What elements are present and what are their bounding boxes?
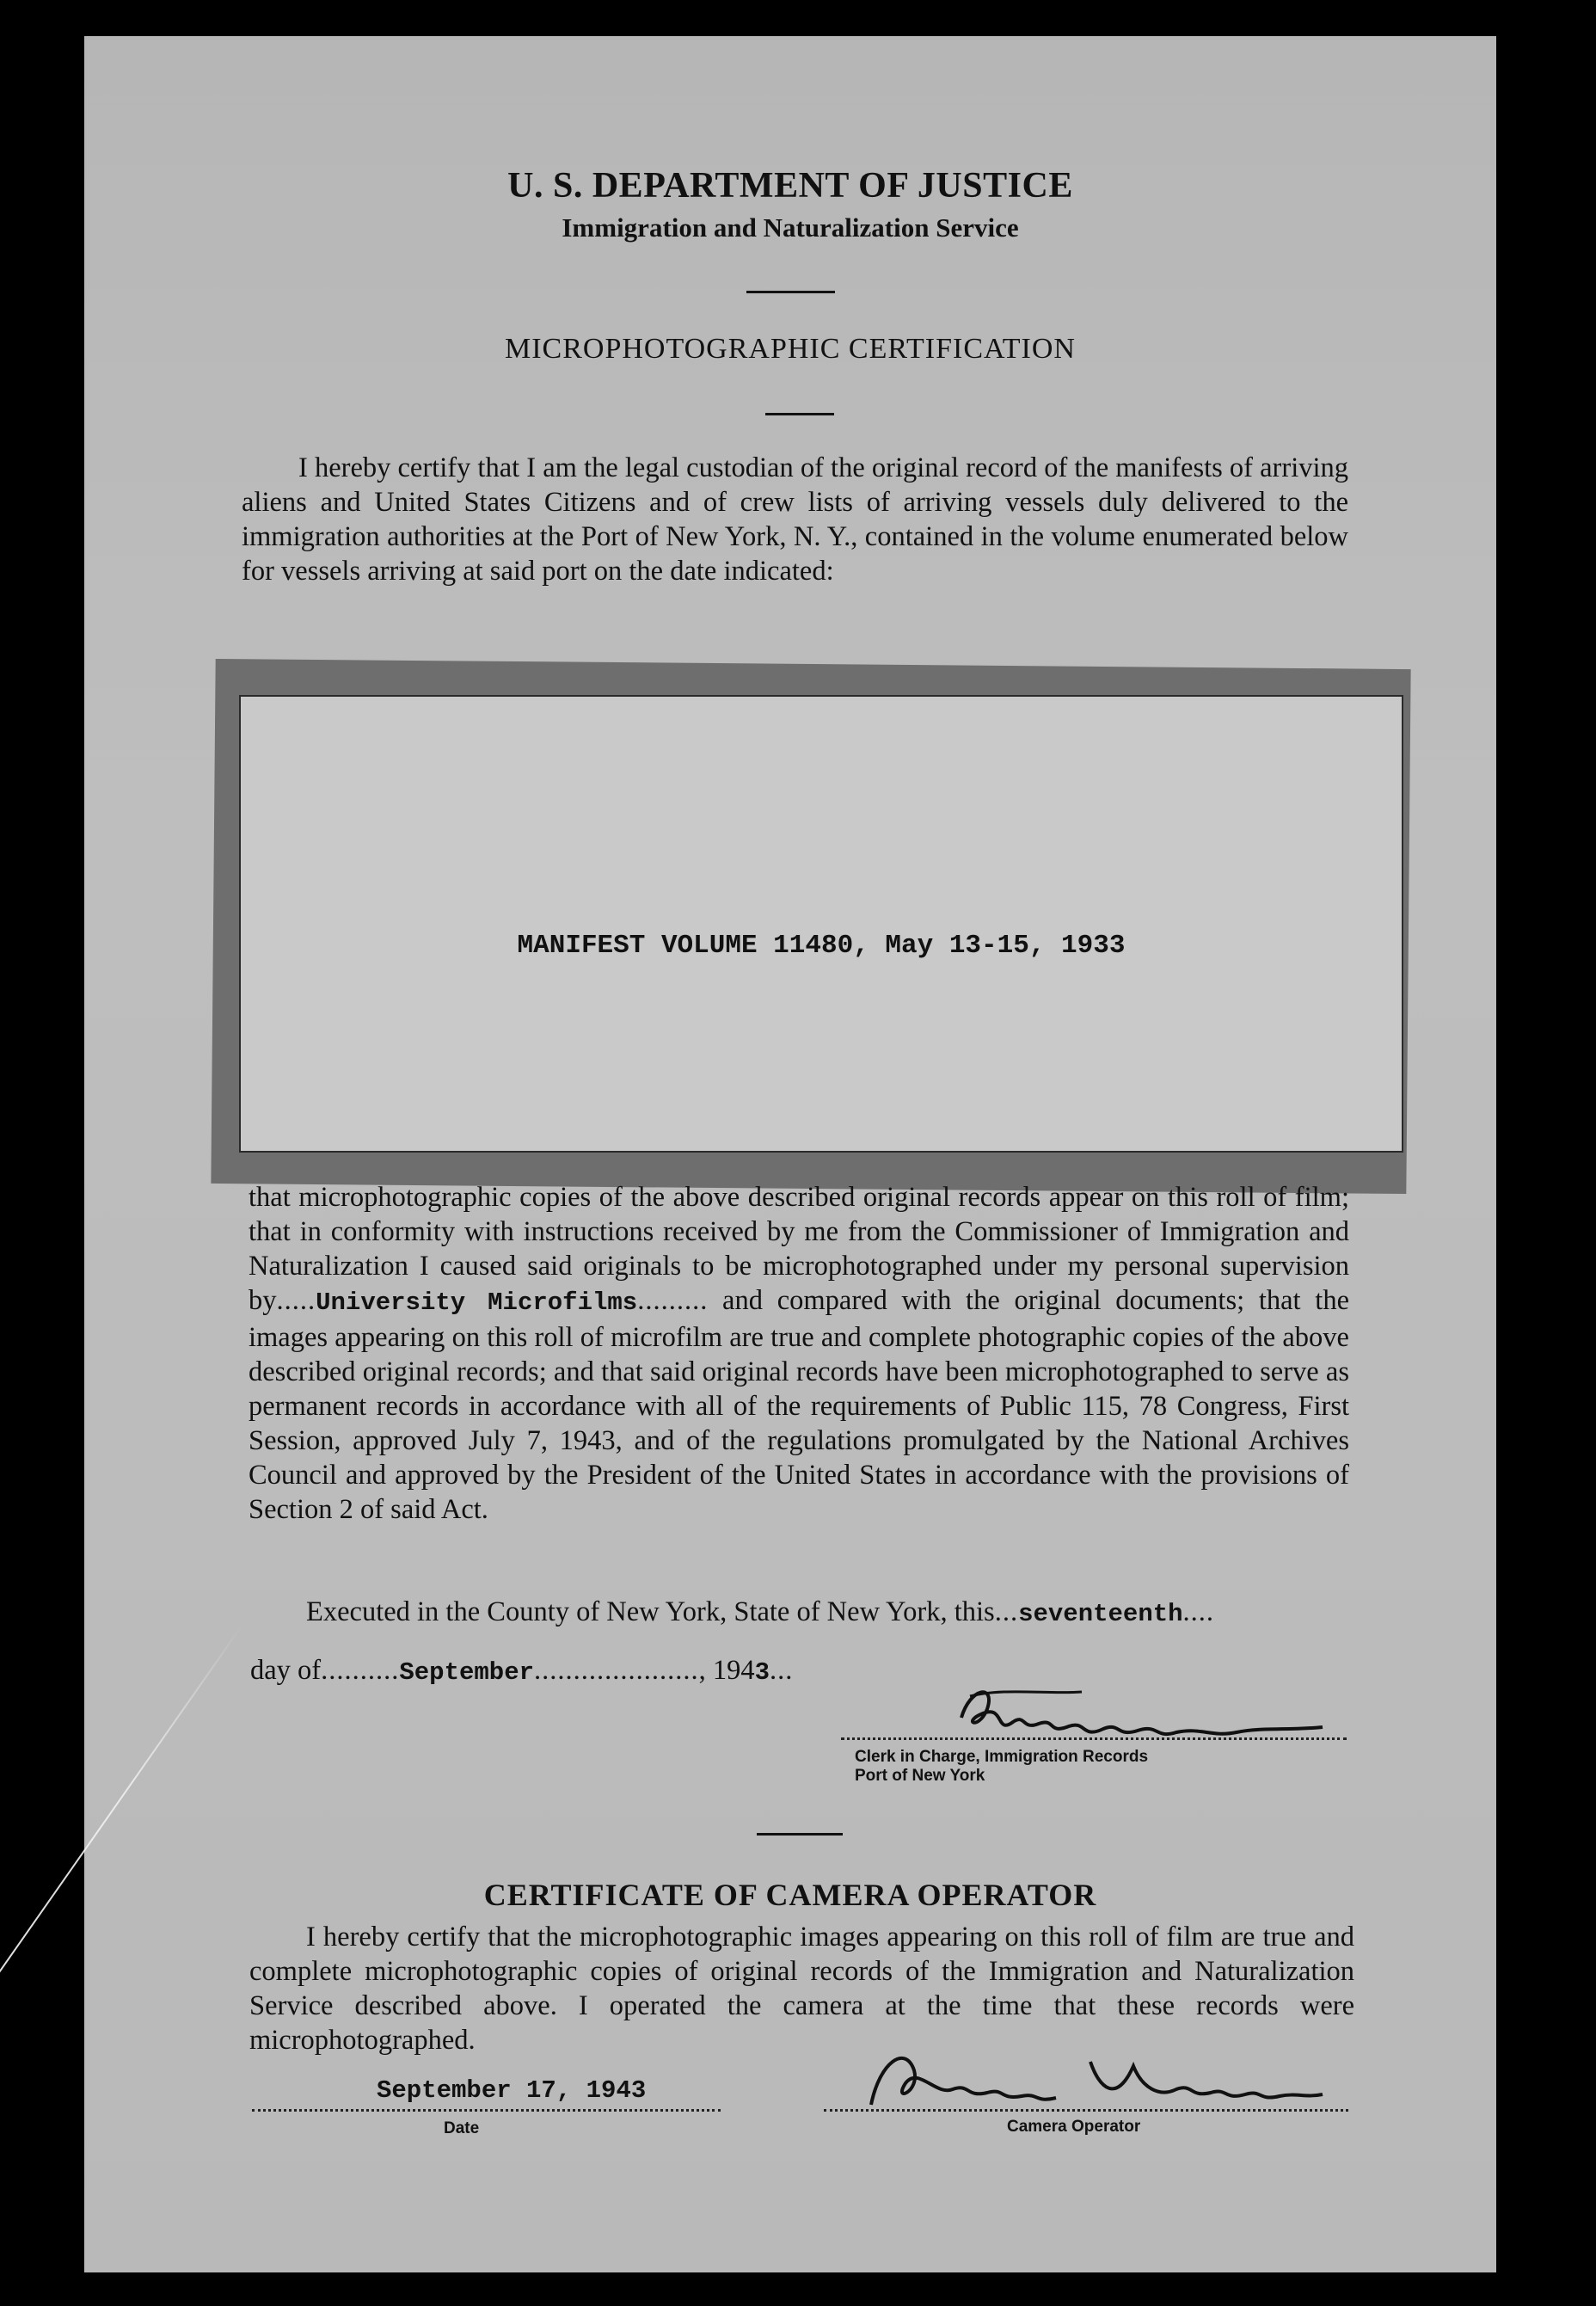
camera-certificate-text: I hereby certify that the microphotographic images appearing on this roll of film are true and complete microphotographic copies of original records of the Immigration and Naturalization Service described above. I operated the camera at the time that these records were microphotographed.	[249, 1922, 1354, 2056]
operator-caption: Camera Operator	[1007, 2118, 1141, 2136]
camera-certificate-title: CERTIFICATE OF CAMERA OPERATOR	[483, 1878, 1097, 1912]
manifest-card	[239, 695, 1403, 1153]
operator-signature-line	[824, 2109, 1348, 2112]
custodian-paragraph: I hereby certify that I am the legal custodian of the original record of the manifests of arriving aliens and United States Citizens and of crew lists of arriving vessels duly delivered to the immigration authorities at the Port of New York, N. Y., contained in the volume enumerated below for vessels arriving at said port on the date indicated:	[242, 452, 1349, 587]
department-heading: U. S. DEPARTMENT OF JUSTICE	[507, 166, 1073, 206]
leader-dots: ...	[770, 1655, 794, 1686]
date-caption: Date	[444, 2119, 480, 2137]
divider	[746, 291, 835, 293]
leader-dots: .....	[276, 1285, 316, 1316]
operator-date: September 17, 1943	[377, 2076, 647, 2105]
year-prefix: , 194	[698, 1655, 755, 1686]
paragraph-text: and compared with the original documents; that the images appearing on this roll of microfilm are true and complete photographic copies of the above described original records; and that said original records have been microphotographed to serve as permanent records in accordance with all of the requirements of Public 115, 78 Congress, First Session, approved July 7, 1943, and of the regulations promulgated by the National Archives Council and approved by the President of the United States in accordance with the provisions of Section 2 of said Act.	[249, 1285, 1350, 1525]
clerk-title-line2: Port of New York	[855, 1767, 985, 1785]
supervisor-name: University Microfilms	[316, 1288, 638, 1317]
executed-text: Executed in the County of New York, State of New York, this	[306, 1596, 995, 1627]
day-of-label: day of	[250, 1655, 322, 1686]
day-ordinal: seventeenth	[1018, 1600, 1183, 1628]
divider	[757, 1833, 843, 1836]
leader-dots: ....	[1182, 1596, 1215, 1627]
service-subheading: Immigration and Naturalization Service	[562, 212, 1019, 243]
microphotograph-paragraph	[249, 1180, 1349, 1527]
leader-dots: ..........	[321, 1655, 400, 1686]
month-value: September	[399, 1658, 535, 1687]
leader-dots: .....................	[534, 1655, 699, 1686]
date-line	[252, 2109, 721, 2112]
executed-line	[306, 1595, 1214, 1632]
day-of-line	[250, 1653, 793, 1690]
certification-title: MICROPHOTOGRAPHIC CERTIFICATION	[504, 333, 1076, 365]
divider	[765, 413, 834, 415]
clerk-title-line1: Clerk in Charge, Immigration Records	[855, 1748, 1149, 1766]
clerk-signature-line	[841, 1737, 1347, 1740]
clerk-title	[855, 1748, 1148, 1786]
year-digit: 3	[754, 1658, 770, 1687]
leader-dots: .........	[637, 1285, 709, 1316]
paragraph-text: that microphotographic copies of the above described original records appear on this roll of film; that in conformity with instructions received by me from the Commissioner of Immigration and Naturalization I caused said originals to be microphotographed under my personal supervision by	[249, 1182, 1349, 1316]
leader-dots: ...	[994, 1596, 1019, 1627]
certificate-sheet	[84, 36, 1496, 2272]
manifest-volume-text: MANIFEST VOLUME 11480, May 13-15, 1933	[517, 931, 1126, 961]
